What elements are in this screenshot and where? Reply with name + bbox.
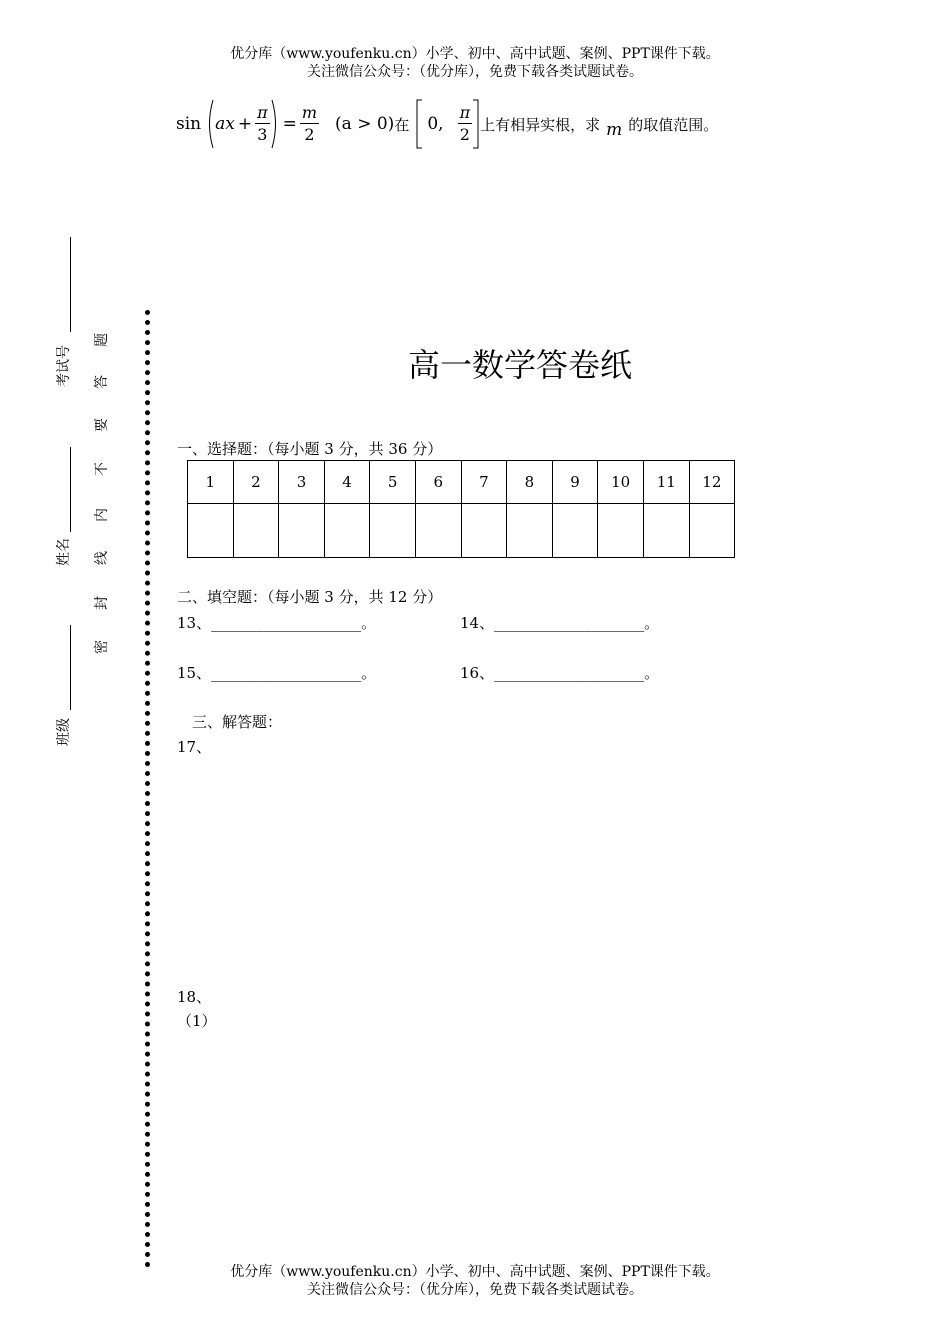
seal-char: 密 — [94, 640, 110, 654]
exam-no-label: 考试号 — [56, 345, 72, 387]
two-denominator: 2 — [304, 124, 315, 144]
choice-number: 11 — [643, 461, 689, 504]
answer-cell[interactable] — [643, 504, 689, 558]
var-m: m — [606, 120, 623, 140]
answer-cell[interactable] — [552, 504, 598, 558]
zai-text: 在 — [394, 115, 410, 134]
problem-statement — [176, 96, 718, 152]
section2-label: 二、填空题：（每小题 3 分，共 12 分） — [177, 588, 443, 606]
blank-number: 13、 — [177, 614, 212, 632]
sin-func: sin — [176, 114, 202, 134]
seal-char: 不 — [94, 462, 110, 476]
answer-cell[interactable] — [415, 504, 461, 558]
pi-numerator: π — [257, 102, 268, 122]
answer-cell[interactable] — [279, 504, 325, 558]
choice-number: 4 — [324, 461, 370, 504]
blank-line: ____________________。 — [494, 664, 660, 682]
question-17: 17、 — [177, 738, 212, 756]
name-label: 姓名 — [56, 538, 72, 566]
choice-number: 10 — [598, 461, 644, 504]
answer-cell[interactable] — [598, 504, 644, 558]
seal-char: 线 — [94, 551, 110, 565]
choice-number: 12 — [689, 461, 735, 504]
choice-number: 7 — [461, 461, 507, 504]
class-line — [70, 625, 71, 710]
answer-cell[interactable] — [689, 504, 735, 558]
two-denominator-2: 2 — [459, 124, 470, 144]
footer-line-1: 优分库（www.youfenku.cn）小学、初中、高中试题、案例、PPT课件下载。 — [230, 1264, 720, 1280]
blank-13[interactable] — [177, 612, 376, 633]
blank-line: ____________________。 — [211, 664, 377, 682]
choice-answer-row — [188, 504, 735, 558]
pi-over-3 — [255, 103, 270, 146]
page-title: 高一数学答卷纸 — [407, 346, 632, 384]
answer-cell[interactable] — [324, 504, 370, 558]
left-paren-icon — [205, 98, 215, 150]
seal-dotted-line — [145, 310, 150, 1268]
pi-numerator-2: π — [459, 102, 471, 122]
seal-char: 要 — [94, 418, 110, 432]
blank-number: 15、 — [177, 664, 212, 682]
seal-char: 内 — [94, 508, 110, 522]
m-numerator: m — [301, 102, 318, 122]
pi-over-2 — [458, 103, 473, 146]
section1-label: 一、选择题：（每小题 3 分，共 36 分） — [177, 440, 443, 458]
answer-area-18[interactable] — [177, 1034, 897, 1254]
choice-number: 5 — [370, 461, 416, 504]
text-end: 的取值范围。 — [628, 115, 719, 134]
choice-number: 2 — [233, 461, 279, 504]
blank-line: ____________________。 — [494, 614, 660, 632]
answer-cell[interactable] — [188, 504, 234, 558]
m-over-2 — [300, 103, 319, 146]
class-label: 班级 — [56, 718, 72, 746]
blank-number: 14、 — [460, 614, 495, 632]
answer-cell[interactable] — [233, 504, 279, 558]
header-line-2: 关注微信公众号：（优分库），免费下载各类试题试卷。 — [307, 64, 643, 80]
interval-start: 0, — [427, 114, 444, 134]
answer-cell[interactable] — [370, 504, 416, 558]
exam-no-line — [70, 237, 71, 332]
question-18: 18、 — [177, 988, 212, 1006]
condition: (a > 0) — [335, 114, 395, 134]
blank-16[interactable] — [460, 662, 659, 683]
choice-number: 3 — [279, 461, 325, 504]
text-after: 上有相异实根，求 — [480, 115, 601, 134]
answer-cell[interactable] — [461, 504, 507, 558]
question-18-part-1: （1） — [177, 1012, 217, 1030]
plus-sign: + — [237, 114, 253, 134]
choice-number-row — [188, 461, 735, 504]
three-denominator: 3 — [257, 124, 268, 144]
answer-cell[interactable] — [507, 504, 553, 558]
equals-sign: = — [282, 114, 297, 134]
choice-table — [187, 460, 735, 558]
header-line-1: 优分库（www.youfenku.cn）小学、初中、高中试题、案例、PPT课件下载。 — [230, 46, 720, 62]
blank-number: 16、 — [460, 664, 495, 682]
arg-ax: ax — [215, 114, 235, 134]
seal-char: 封 — [94, 596, 110, 610]
choice-number: 8 — [507, 461, 553, 504]
blank-15[interactable] — [177, 662, 376, 683]
left-bracket-icon — [415, 98, 423, 150]
name-line — [70, 447, 71, 532]
seal-char: 答 — [94, 375, 110, 389]
blank-line: ____________________。 — [211, 614, 377, 632]
choice-number: 9 — [552, 461, 598, 504]
choice-number: 1 — [188, 461, 234, 504]
blank-14[interactable] — [460, 612, 659, 633]
right-paren-icon — [270, 98, 280, 150]
choice-number: 6 — [415, 461, 461, 504]
seal-char: 题 — [94, 333, 110, 347]
section3-label: 三、解答题： — [192, 713, 283, 731]
answer-area-17[interactable] — [177, 760, 897, 980]
right-bracket-icon — [472, 98, 480, 150]
footer-line-2: 关注微信公众号：（优分库），免费下载各类试题试卷。 — [307, 1282, 643, 1298]
